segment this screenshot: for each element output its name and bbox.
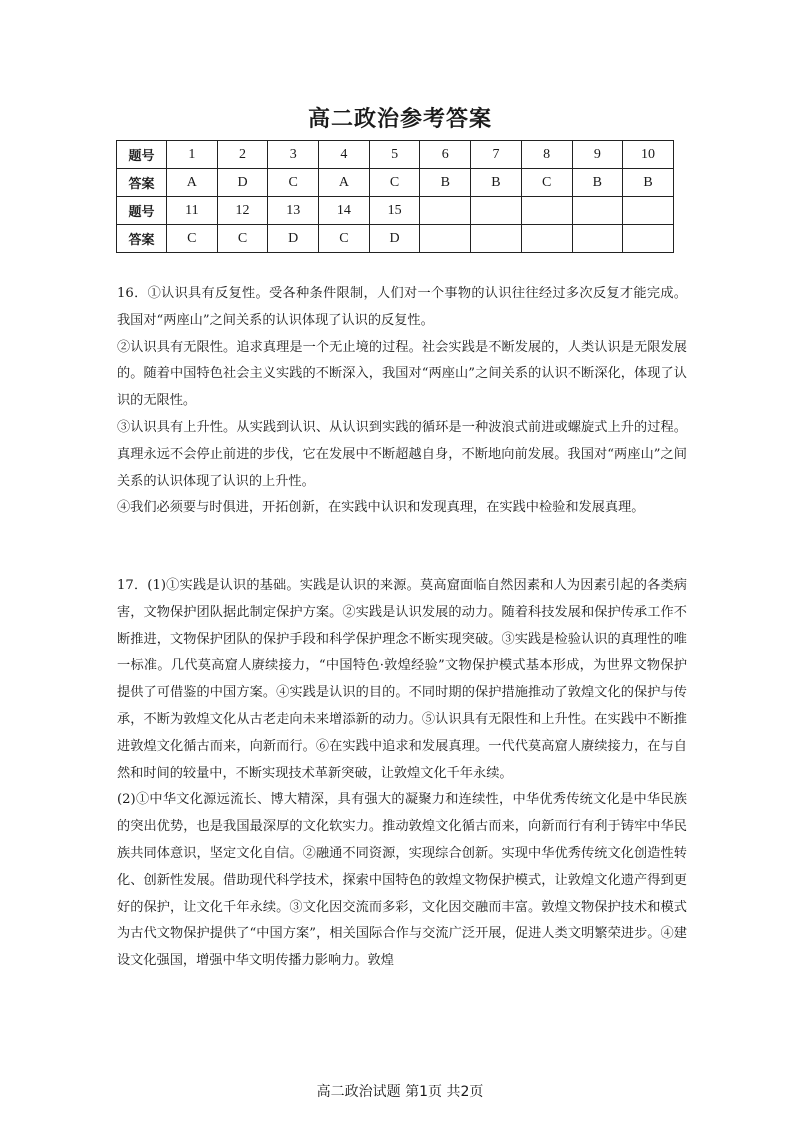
table-cell <box>623 225 674 253</box>
table-cell: 1 <box>167 141 218 169</box>
table-cell: C <box>268 169 319 197</box>
table-cell: B <box>471 169 522 197</box>
table-cell: 11 <box>167 197 218 225</box>
table-cell <box>420 197 471 225</box>
table-cell <box>572 197 623 225</box>
question-16-answer <box>117 281 687 522</box>
row-header: 题号 <box>117 141 167 169</box>
table-cell <box>471 225 522 253</box>
paragraph: ③认识具有上升性。从实践到认识、从认识到实践的循环是一种波浪式前进或螺旋式上升的过程。真理永远不会停止前进的步伐，它在发展中不断超越自身，不断地向前发展。我国对“两座山”之间关系的认识体现了认识的上升性。 <box>117 419 687 489</box>
table-cell: 9 <box>572 141 623 169</box>
table-cell: 8 <box>521 141 572 169</box>
page-footer: 高二政治试题 第1页 共2页 <box>316 1084 484 1100</box>
table-cell: C <box>369 169 420 197</box>
row-header: 答案 <box>117 169 167 197</box>
paragraph: 17．(1)①实践是认识的基础。实践是认识的来源。莫高窟面临自然因素和人为因素引起的各类病害，文物保护团队据此制定保护方案。②实践是认识发展的动力。随着科技发展和保护传承工作不断推进，文物保护团队的保护手段和科学保护理念不断实现突破。③实践是检验认识的真理性的唯一标准。几代莫高窟人赓续接力，“中国特色·敦煌经验”文物保护模式基本形成，为世界文物保护提供了可借鉴的中国方案。④实践是认识的目的。不同时期的保护措施推动了敦煌文化的保护与传承，不断为敦煌文化从古老走向未来增添新的动力。⑤认识具有无限性和上升性。在实践中不断推进敦煌文化循古而来，向新而行。⑥在实践中追求和发展真理。一代代莫高窟人赓续接力，在与自然和时间的较量中，不断实现技术革新突破，让敦煌文化千年永续。 <box>117 578 687 781</box>
row-header: 题号 <box>117 197 167 225</box>
table-cell: 3 <box>268 141 319 169</box>
table-cell <box>623 197 674 225</box>
table-cell: A <box>167 169 218 197</box>
paragraph: ④我们必须要与时俱进，开拓创新，在实践中认识和发现真理，在实践中检验和发展真理。 <box>117 500 645 516</box>
row-header: 答案 <box>117 225 167 253</box>
table-cell: A <box>319 169 370 197</box>
table-cell: B <box>623 169 674 197</box>
table-row <box>117 225 674 253</box>
table-cell: D <box>268 225 319 253</box>
answer-table <box>116 140 674 253</box>
table-cell: C <box>167 225 218 253</box>
table-cell: C <box>521 169 572 197</box>
paragraph: 16．①认识具有反复性。受各种条件限制，人们对一个事物的认识往往经过多次反复才能完成。我国对“两座山”之间关系的认识体现了认识的反复性。 <box>117 286 687 328</box>
paragraph: ②认识具有无限性。追求真理是一个无止境的过程。社会实践是不断发展的，人类认识是无限发展的。随着中国特色社会主义实践的不断深入，我国对“两座山”之间关系的认识不断深化，体现了认识的无限性。 <box>117 339 687 409</box>
table-cell: 13 <box>268 197 319 225</box>
table-cell: B <box>420 169 471 197</box>
table-cell: 5 <box>369 141 420 169</box>
table-cell: C <box>319 225 370 253</box>
table-cell <box>572 225 623 253</box>
table-cell: B <box>572 169 623 197</box>
table-row <box>117 197 674 225</box>
table-cell <box>420 225 471 253</box>
question-17-answer <box>117 573 687 975</box>
table-cell: 10 <box>623 141 674 169</box>
table-cell: 12 <box>217 197 268 225</box>
paragraph: (2)①中华文化源远流长、博大精深，具有强大的凝聚力和连续性，中华优秀传统文化是中华民族的突出优势，也是我国最深厚的文化软实力。推动敦煌文化循古而来，向新而行有利于铸牢中华民族共同体意识，坚定文化自信。②融通不同资源，实现综合创新。实现中华优秀传统文化创造性转化、创新性发展。借助现代科学技术，探索中国特色的敦煌文物保护模式，让敦煌文化遗产得到更好的保护，让文化千年永续。③文化因交流而多彩，文化因交融而丰富。敦煌文物保护技术和模式为古代文物保护提供了“中国方案”，相关国际合作与交流广泛开展，促进人类文明繁荣进步。④建设文化强国，增强中华文明传播力影响力。敦煌 <box>117 792 687 969</box>
table-cell <box>471 197 522 225</box>
table-cell: 14 <box>319 197 370 225</box>
table-cell: C <box>217 225 268 253</box>
table-cell: 4 <box>319 141 370 169</box>
table-cell <box>521 225 572 253</box>
table-cell: 15 <box>369 197 420 225</box>
table-row <box>117 141 674 169</box>
table-cell <box>521 197 572 225</box>
table-row <box>117 169 674 197</box>
table-cell: D <box>369 225 420 253</box>
table-cell: 7 <box>471 141 522 169</box>
table-cell: 2 <box>217 141 268 169</box>
page-title: 高二政治参考答案 <box>307 106 492 132</box>
table-cell: 6 <box>420 141 471 169</box>
table-cell: D <box>217 169 268 197</box>
